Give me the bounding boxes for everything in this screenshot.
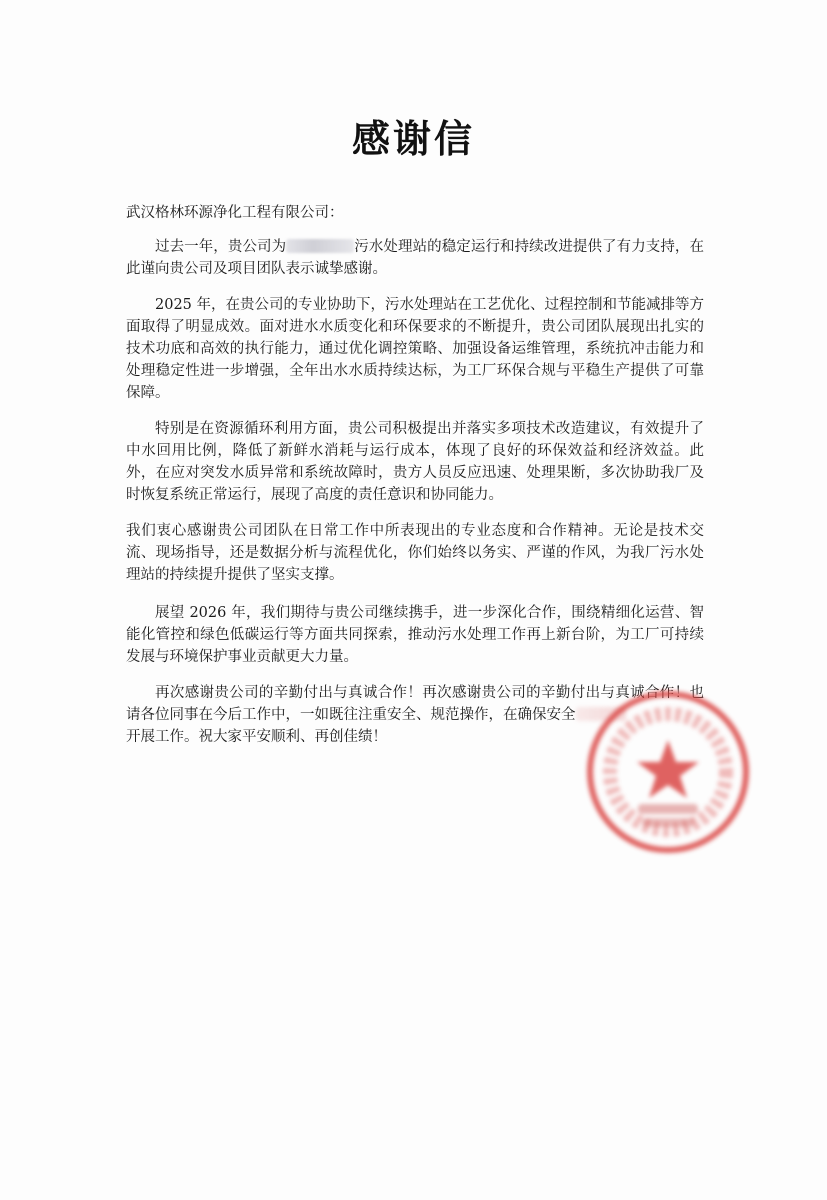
seal-text-smudge-2 [642,818,694,827]
paragraph-3: 特别是在资源循环利用方面，贵公司积极提出并落实多项技术改造建议，有效提升了中水回用比例，降低了新鲜水消耗与运行成本，体现了良好的环保效益和经济效益。此外，在应对突发水质异常和系统故障时，贵方人员反应迅速、处理果断，多次协助我厂及时恢复系统正常运行，展现了高度的责任意识和协同能力。 [126,421,704,503]
salutation: 武汉格林环源净化工程有限公司： [126,205,344,221]
star-seal-icon [584,688,752,856]
paragraph-6-end: 开展工作。祝大家平安顺利、再创佳绩！ [126,729,387,745]
redacted-name [286,239,354,253]
paragraph-2: 2025 年，在贵公司的专业协助下，污水处理站在工艺优化、过程控制和节能减排等方面取得了明显成效。面对进水水质变化和环保要求的不断提升，贵公司团队展现出扎实的技术功底和高效的执行能力，通过优化调控策略、加强设备运维管理，系统抗冲击能力和处理稳定性进一步增强，全年出水水质持续达标，为工厂环保合规与平稳生产提供了可靠保障。 [126,297,705,401]
paragraph-1-start: 过去一年，贵公司为 [155,239,287,255]
paragraph-1-end: 污水处理站的稳定运行和持续改进提供了有力支持，在此谨向贵公司及项目团队表示诚挚感谢。 [126,239,705,277]
paragraph-4: 我们衷心感谢贵公司团队在日常工作中所表现出的专业态度和合作精神。无论是技术交流、现场指导，还是数据分析与流程优化，你们始终以务实、严谨的作风，为我厂污水处理站的持续提升提供了坚实支撑。 [126,523,704,583]
paragraph-1 [126,236,704,280]
letter-title: 感谢信 [351,117,475,161]
paragraph-6-start: 再次感谢贵公司的辛勤付出与真诚合作！再次感谢贵公司的辛勤付出与真诚合作！也请各位同事在今后工作中，一如既往注重安全、规范操作，在确保安全 [126,685,704,723]
seal-text-smudge-1 [638,804,698,814]
paragraph-5: 展望 2026 年，我们期待与贵公司继续携手，进一步深化合作，围绕精细化运营、智能化管控和绿色低碳运行等方面共同探索，推动污水处理工作再上新台阶，为工厂可持续发展与环境保护事业贡献更大力量。 [126,605,704,665]
seal-star [637,740,699,798]
